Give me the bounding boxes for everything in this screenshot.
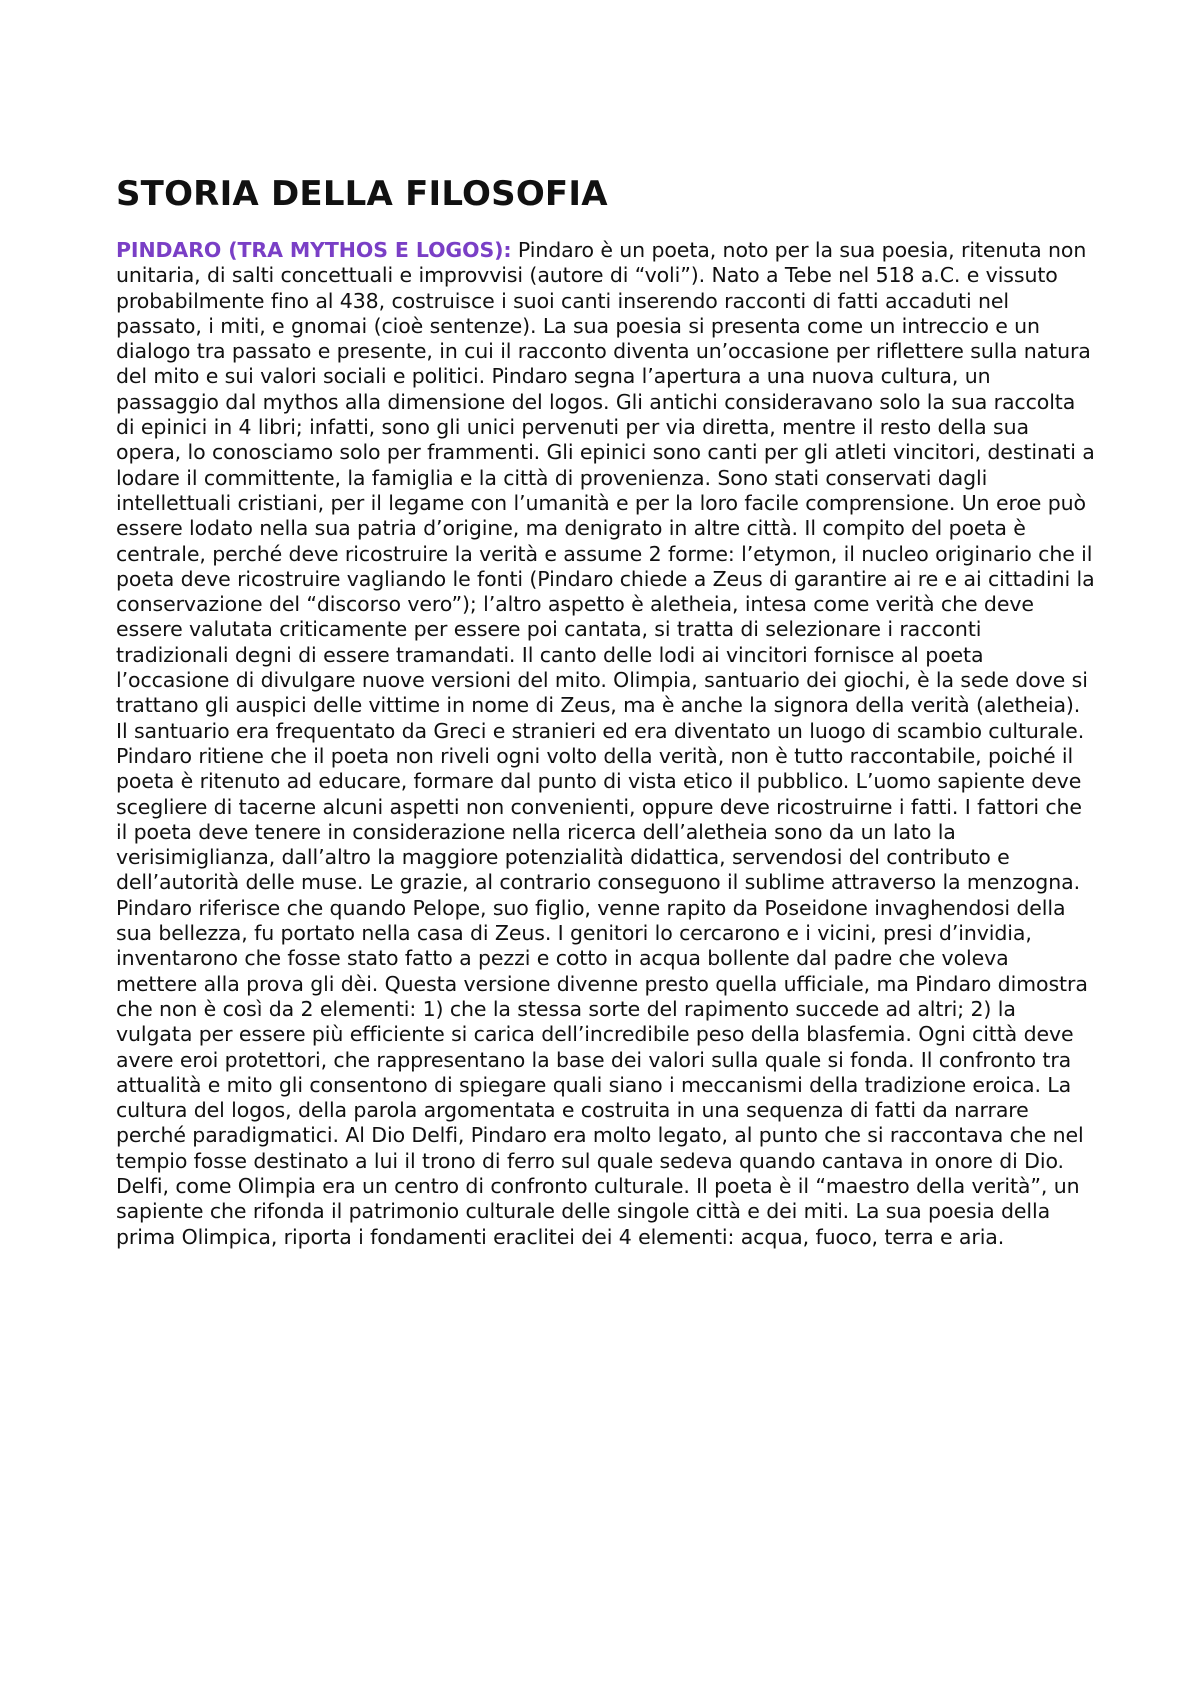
paragraph-body: Pindaro è un poeta, noto per la sua poesia, ritenuta non unitaria, di salti concettuali e improvvisi (autore di “voli”). Nato a Tebe nel 518 a.C. e vissuto probabilmente fino al 438, costruisce i suoi canti inserendo racconti di fatti accaduti nel passato, i miti, e gnomai (cioè sentenze). La sua poesia si presenta come un intreccio e un dialogo tra passato e presente, in cui il racconto diventa un’occasione per riflettere sulla natura del mito e sui valori sociali e politici. Pindaro segna l’apertura a una nuova cultura, un passaggio dal mythos alla dimensione del logos. Gli antichi consideravano solo la sua raccolta di epinici in 4 libri; infatti, sono gli unici pervenuti per via diretta, mentre il resto della sua opera, lo conosciamo solo per frammenti. Gli epinici sono canti per gli atleti vincitori, destinati a lodare il committente, la famiglia e la città di provenienza. Sono stati conservati dagli intellettuali cristiani, per il legame con l’umanità e per la loro facile comprensione. Un eroe può essere lodato nella sua patria d’origine, ma denigrato in altre città. Il compito del poeta è centrale, perché deve ricostruire la verità e assume 2 forme: l’etymon, il nucleo originario che il poeta deve ricostruire vagliando le fonti (Pindaro chiede a Zeus di garantire ai re e ai cittadini la conservazione del “discorso vero”); l’altro aspetto è aletheia, intesa come verità che deve essere valutata criticamente per essere poi cantata, si tratta di selezionare i racconti tradizionali degni di essere tramandati. Il canto delle lodi ai vincitori fornisce al poeta l’occasione di divulgare nuove versioni del mito. Olimpia, santuario dei giochi, è la sede dove si trattano gli auspici delle vittime in nome di Zeus, ma è anche la signora della verità (aletheia). Il santuario era frequentato da Greci e stranieri ed era diventato un luogo di scambio culturale. Pindaro ritiene che il poeta non riveli ogni volto della verità, non è tutto raccontabile, poiché il poeta è ritenuto ad educare, formare dal punto di vista etico il pubblico. L’uomo sapiente deve scegliere di tacerne alcuni aspetti non convenienti, oppure deve ricostruirne i fatti. I fattori che il poeta deve tenere in considerazione nella ricerca dell’aletheia sono da un lato la verisimiglianza, dall’altro la maggiore potenzialità didattica, servendosi del contributo e dell’autorità delle muse. Le grazie, al contrario conseguono il sublime attraverso la menzogna. Pindaro riferisce che quando Pelope, suo figlio, venne rapito da Poseidone invaghendosi della sua bellezza, fu portato nella casa di Zeus. I genitori lo cercarono e i vicini, presi d’invidia, inventarono che fosse stato fatto a pezzi e cotto in acqua bollente dal padre che voleva mettere alla prova gli dèi. Questa versione divenne presto quella ufficiale, ma Pindaro dimostra che non è così da 2 elementi: 1) che la stessa sorte del rapimento succede ad altri; 2) la vulgata per essere più efficiente si carica dell’incredibile peso della blasfemia. Ogni città deve avere eroi protettori, che rappresentano la base dei valori sulla quale si fonda. Il confronto tra attualità e mito gli consentono di spiegare quali siano i meccanismi della tradizione eroica. La cultura del logos, della parola argomentata e costruita in una sequenza di fatti da narrare perché paradigmatici. Al Dio Delfi, Pindaro era molto legato, al punto che si raccontava che nel tempio fosse destinato a lui il trono di ferro sul quale sedeva quando cantava in onore di Dio. Delfi, come Olimpia era un centro di confronto culturale. Il poeta è il “maestro della verità”, un sapiente che rifonda il patrimonio culturale delle singole città e dei miti. La sua poesia della prima Olimpica, riporta i fondamenti eraclitei dei 4 elementi: acqua, fuoco, terra e aria.: [116, 238, 1095, 1249]
document-page: [116, 172, 1096, 1250]
document-paragraph: [116, 238, 1096, 1250]
section-heading: PINDARO (TRA MYTHOS E LOGOS):: [116, 238, 512, 262]
document-title: STORIA DELLA FILOSOFIA: [116, 174, 608, 214]
